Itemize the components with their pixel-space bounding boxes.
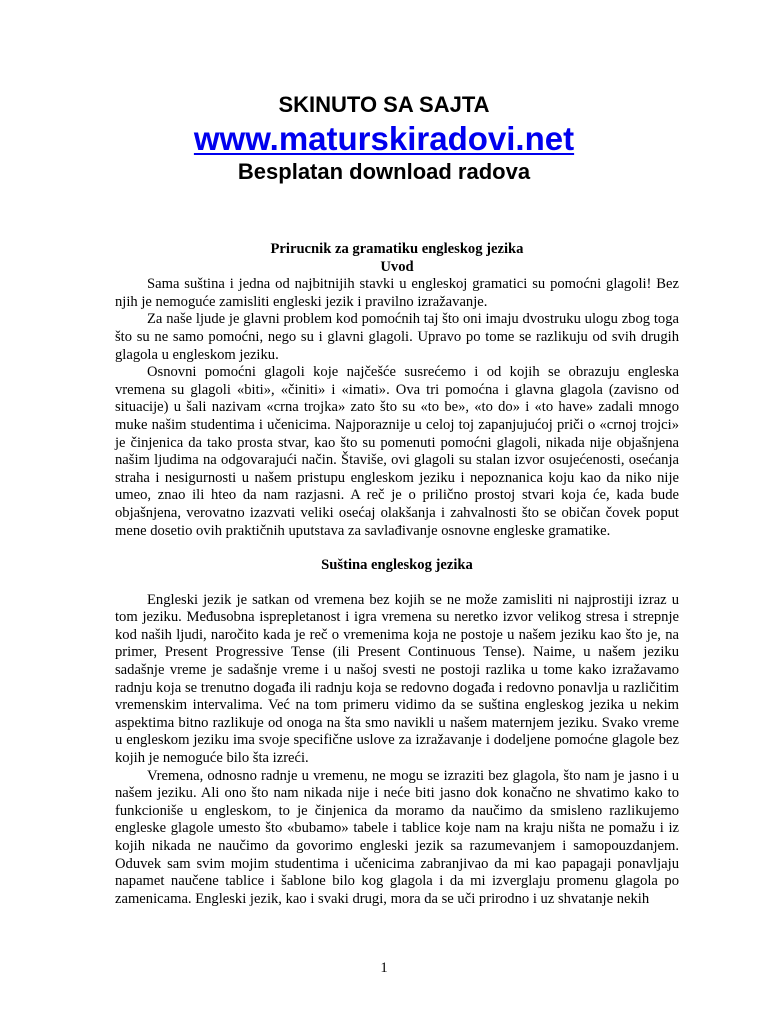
paragraph: Za naše ljude je glavni problem kod pomoćnih taj što oni imaju dvostruku ulogu zbog toga što su ne samo pomoćni, nego su i glavni glagoli. Upravo po tome se razlikuju od svih drugih glagola u engleskom jeziku. <box>115 311 679 363</box>
paragraph: Sama suština i jedna od najbitnijih stavki u engleskoj gramatici su pomoćni glagoli! Bez njih je nemoguće zamisliti engleski jezik i pravilno izražavanje. <box>115 276 679 310</box>
paragraph: Vremena, odnosno radnje u vremenu, ne mogu se izraziti bez glagola, što nam je jasno i u našem jeziku. Ali ono što nam nikada nije i neće biti jasno dok konačno ne shvatimo kako to funkcioniše u engleskom, to je činjenica da moramo da naučimo da smisleno razlikujemo engleske glagole umesto što «bubamo» tabele i tablice koje nam na kraju ništa ne pomažu i iz kojih nikada ne naučimo da govorimo engleski jezik sa razumevanjem i samopouzdanjem. Oduvek sam svim mojim studentima i učenicima zabranjivao da mi kao papagaji ponavljaju napamet naučene tablice i šablone bilo kog glagola i da mi izverglaju promenu glagola po zamenicama. Engleski jezik, kao i svaki drugi, mora da se uči prirodno i uz shvatanje nekih <box>115 767 679 907</box>
intro-heading: Uvod <box>380 258 414 275</box>
paragraph: Osnovni pomoćni glagoli koje najčešće susrećemo i od kojih se obrazuju engleska vremena su glagoli «biti», «činiti» i «imati». Ova tri pomoćna i glavna glagola (zavisno od situacije) u šali nazivam «crna trojka» zato što su «to be», «to do» i «to have» zadali mnogo muke našim studentima i učenicima. Najporaznije u celoj toj zapanjujućoj priči o «crnoj trojci» je činjenica da tako prosta stvar, kao što su pomenuti pomoćni glagoli, nikada nije objašnjena našim ljudima na odgovarajući način. Štaviše, ovi glagoli su stalan izvor osujećenosti, osećanja straha i nesigurnosti u našem pristupu engleskom jeziku i nepoznanica koju kao da niko nije umeo, znao ili hteo da nam razjasni. A reč je o prilično prostoj stvari koja će, kada bude objašnjena, verovatno izazvati veliki osećaj olakšanja i zahvalnosti što se običan čovek poput mene dosetio ovih praktičnih uputstava za savlađivanje osnovne engleske gramatike. <box>115 364 679 539</box>
banner-heading: SKINUTO SA SAJTA <box>278 92 490 117</box>
document-title: Prirucnik za gramatiku engleskog jezika <box>270 241 524 257</box>
page-number: 1 <box>380 960 388 976</box>
banner-subheading: Besplatan download radova <box>237 159 531 184</box>
section-heading: Suština engleskog jezika <box>321 557 473 574</box>
paragraph: Engleski jezik je satkan od vremena bez kojih se ne može zamisliti ni najprostiji izraz u tom jeziku. Međusobna isprepletanost i igra vremena su neretko izvor velikog stresa i strepnje kod naših ljudi, naročito kada je reč o vremenima koja ne postoje u našem jeziku kao što je, na primer, Present Progressive Tense (ili Present Continuous Tense). Naime, u našem jeziku sadašnje vreme je sadašnje vreme i u našoj svesti ne postoji razlika u tome kako izražavamo radnju koja se trenutno događa ili radnju koja se redovno događa i redovno ponavlja u različitim vremenskim intervalima. Već na tom primeru vidimo da se suština engleskog jezika u nekim aspektima bitno razlikuje od onoga na šta smo navikli u našem maternjem jeziku. Svako vreme u engleskom jeziku ima svoje specifične uslove za izražavanje i dodeljene pomoćne glagole bez kojih je nemoguće bilo šta izreći. <box>115 591 679 767</box>
site-link[interactable]: www.maturskiradovi.net <box>193 120 575 157</box>
document-body <box>115 241 679 908</box>
